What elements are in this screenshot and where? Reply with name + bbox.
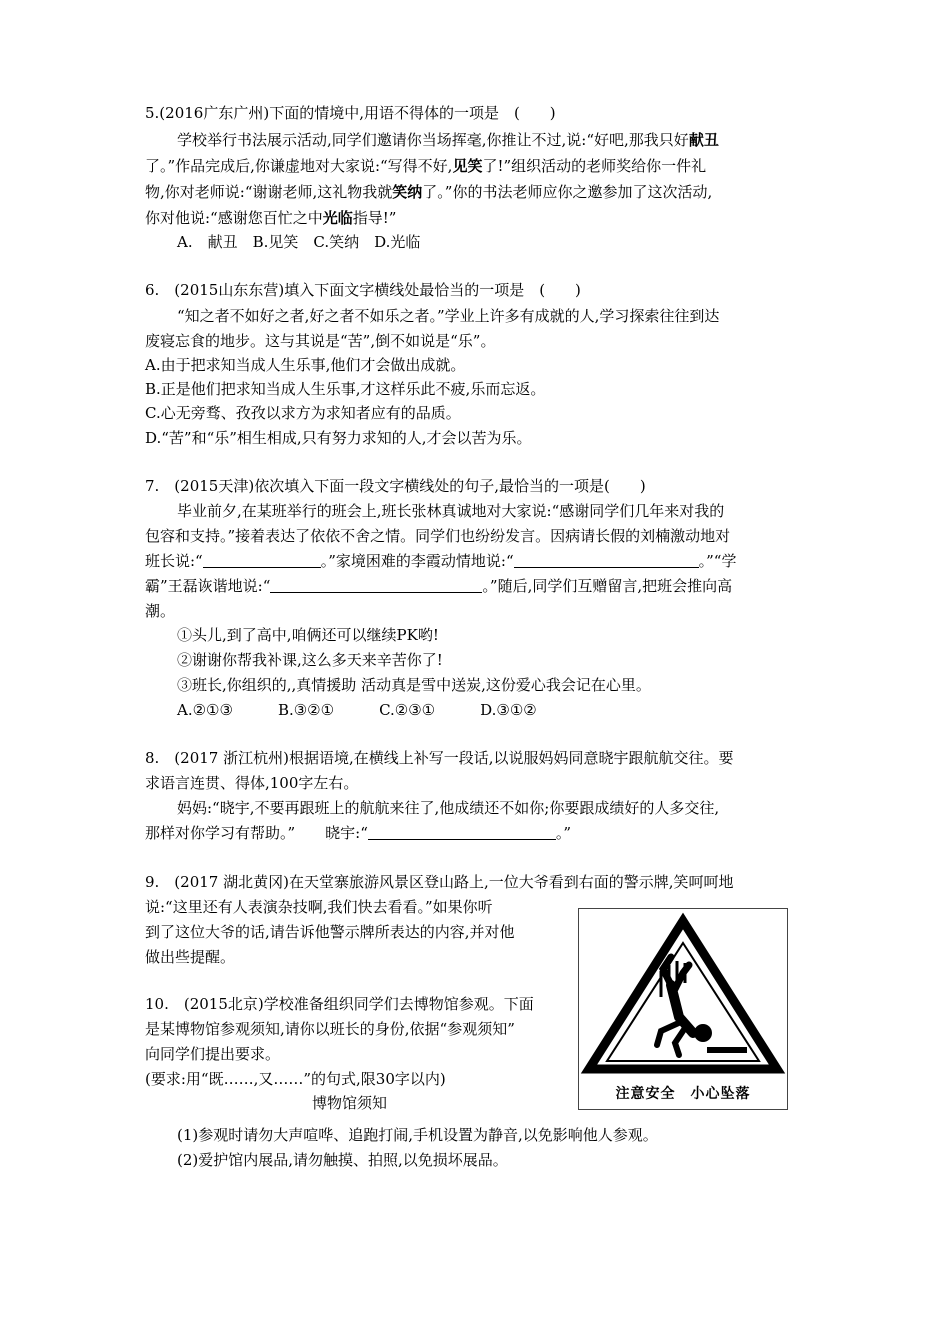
warning-sign-image bbox=[578, 908, 788, 1110]
q6-option-d: D.“苦”和“乐”相生相成,只有努力求知的人,才会以苦为乐。 bbox=[145, 429, 532, 447]
q7-blank-1[interactable] bbox=[203, 552, 321, 568]
q7-line4 bbox=[145, 550, 736, 572]
q10-rule-1: (1)参观时请勿大声喧哗、追跑打闹,手机设置为静音,以免影响他人参观。 bbox=[177, 1126, 658, 1144]
q6-stem: 6. (2015山东东营)填入下面文字横线处最恰当的一项是 ( ) bbox=[145, 281, 581, 299]
q6-line2: “知之者不如好之者,好之者不如乐之者。”学业上许多有成就的人,学习探索往往到达 bbox=[177, 307, 720, 325]
q9-line3: 到了这位大爷的话,请告诉他警示牌所表达的内容,并对他 bbox=[145, 923, 515, 941]
q7-text: 霸”王磊诙谐地说:“ bbox=[145, 577, 271, 595]
q7-blank-2[interactable] bbox=[514, 552, 699, 568]
q5-options: A. 献丑 B.见笑 C.笑纳 D.光临 bbox=[177, 233, 421, 251]
q9-line4: 做出些提醒。 bbox=[145, 948, 236, 966]
q7-line5 bbox=[145, 575, 732, 597]
q5-text: 物,你对老师说:“谢谢老师,这礼物我就 bbox=[145, 183, 393, 201]
q5-text: 指导!” bbox=[352, 209, 397, 227]
q8-line3: 妈妈:“晓宇,不要再跟班上的航航来往了,他成绩还不如你;你要跟成绩好的人多交往, bbox=[177, 799, 720, 817]
q10-line3: 向同学们提出要求。 bbox=[145, 1045, 281, 1063]
q9-line2: 说:“这里还有人表演杂技啊,我们快去看看。”如果你听 bbox=[145, 898, 493, 916]
q5-text: 你对他说:“感谢您百忙之中 bbox=[145, 209, 323, 227]
q7-line3: 包容和支持。”接着表达了依依不舍之情。同学们也纷纷发言。因病请长假的刘楠激动地对 bbox=[145, 527, 731, 545]
q5-keyword: 光临 bbox=[322, 209, 353, 227]
q6-line3: 废寝忘食的地步。这与其说是“苦”,倒不如说是“乐”。 bbox=[145, 332, 496, 350]
q5-line3 bbox=[145, 155, 706, 177]
q6-option-b: B.正是他们把求知当成人生乐事,才这样乐此不疲,乐而忘返。 bbox=[145, 380, 546, 398]
q7-line6: 潮。 bbox=[145, 602, 176, 620]
q8-text: 。” bbox=[555, 824, 572, 842]
q7-options: A.②①③ B.③②① C.②③① D.③①② bbox=[177, 701, 537, 719]
q7-text: 。”随后,同学们互赠留言,把班会推向高 bbox=[482, 577, 733, 595]
q10-stem: 10. (2015北京)学校准备组织同学们去博物馆参观。下面 bbox=[145, 995, 534, 1013]
q5-text: 了。”作品完成后,你谦虚地对大家说:“写得不好, bbox=[145, 157, 453, 175]
q10-requirement: (要求:用“既……,又……”的句式,限30字以内) bbox=[145, 1070, 446, 1088]
q8-line2: 求语言连贯、得体,100字左右。 bbox=[145, 774, 359, 792]
q7-sentence-2: ②谢谢你帮我补课,这么多天来辛苦你了! bbox=[177, 651, 443, 669]
q5-keyword: 见笑 bbox=[452, 157, 483, 175]
q8-text: 那样对你学习有帮助。” 晓宇:“ bbox=[145, 824, 368, 842]
warning-sign-caption: 注意安全 小心坠落 bbox=[615, 1086, 751, 1102]
q5-line5 bbox=[145, 207, 396, 229]
q8-line4 bbox=[145, 822, 571, 844]
q7-text: 。”家境困难的李霞动情地说:“ bbox=[320, 552, 514, 570]
q5-keyword: 献丑 bbox=[688, 131, 719, 149]
q5-text: 学校举行书法展示活动,同学们邀请你当场挥毫,你推让不过,说:“好吧,那我只好 bbox=[177, 131, 689, 149]
q10-notice-title: 博物馆须知 bbox=[312, 1094, 388, 1112]
q7-stem: 7. (2015天津)依次填入下面一段文字横线处的句子,最恰当的一项是( ) bbox=[145, 477, 646, 495]
q5-keyword: 笑纳 bbox=[392, 183, 423, 201]
falling-person-warning-icon bbox=[579, 909, 787, 1079]
q10-line2: 是某博物馆参观须知,请你以班长的身份,依据“参观须知” bbox=[145, 1020, 515, 1038]
q8-stem: 8. (2017 浙江杭州)根据语境,在横线上补写一段话,以说服妈妈同意晓宇跟航航交往。要 bbox=[145, 749, 734, 767]
q6-option-c: C.心无旁骛、孜孜以求方为求知者应有的品质。 bbox=[145, 404, 461, 422]
q9-stem: 9. (2017 湖北黄冈)在天堂寨旅游风景区登山路上,一位大爷看到右面的警示牌,笑呵呵地 bbox=[145, 873, 734, 891]
q7-text: 班长说:“ bbox=[145, 552, 203, 570]
q7-sentence-1: ①头儿,到了高中,咱俩还可以继续PK哟! bbox=[177, 626, 439, 644]
q6-option-a: A.由于把求知当成人生乐事,他们才会做出成就。 bbox=[145, 356, 466, 374]
q10-rule-2: (2)爱护馆内展品,请勿触摸、拍照,以免损坏展品。 bbox=[177, 1151, 508, 1169]
q7-text: 。”“学 bbox=[698, 552, 737, 570]
q5-text: 了!”组织活动的老师奖给你一件礼 bbox=[482, 157, 707, 175]
q5-line4 bbox=[145, 181, 712, 203]
q7-blank-3[interactable] bbox=[270, 577, 482, 593]
q5-text: 了。”你的书法老师应你之邀参加了这次活动, bbox=[422, 183, 713, 201]
q5-stem: 5.(2016广东广州)下面的情境中,用语不得体的一项是 ( ) bbox=[145, 104, 556, 122]
q5-line2 bbox=[177, 129, 719, 151]
q8-blank[interactable] bbox=[368, 824, 556, 840]
q7-sentence-3: ③班长,你组织的,,真情援助 活动真是雪中送炭,这份爱心我会记在心里。 bbox=[177, 676, 651, 694]
q7-line2: 毕业前夕,在某班举行的班会上,班长张林真诚地对大家说:“感谢同学们几年来对我的 bbox=[177, 502, 725, 520]
